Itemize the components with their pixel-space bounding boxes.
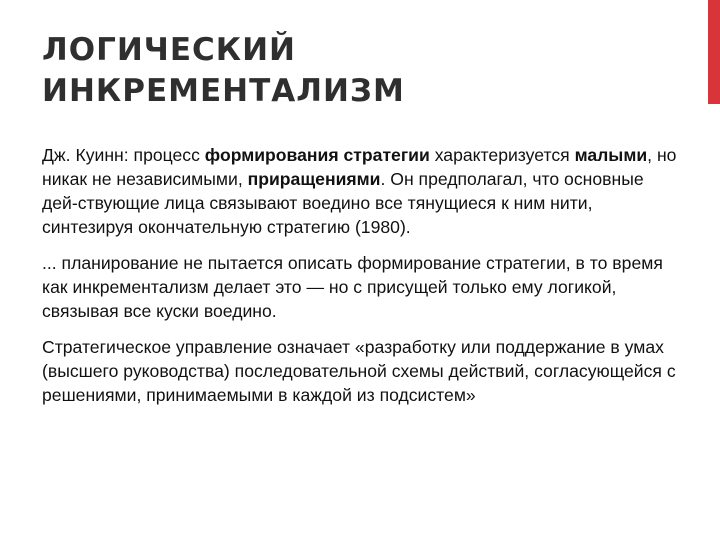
paragraph-1-text-a: Дж. Куинн: процесс bbox=[42, 145, 205, 165]
title-line-2: ИНКРЕМЕНТАЛИЗМ bbox=[42, 73, 405, 109]
paragraph-planning: ... планирование не пытается описать формирование стратегии, в то время как инкрементализм делает это — но с присущей только ему логикой, связывая все куски воедино. bbox=[42, 253, 663, 321]
accent-bar bbox=[708, 0, 720, 104]
slide-title bbox=[42, 30, 682, 112]
paragraph-1-text-b: характеризуется bbox=[429, 145, 575, 165]
emphasis-increments: приращениями bbox=[247, 169, 381, 189]
paragraph-strategic-management: Стратегическое управление означает «разработку или поддержание в умах (высшего руководства) последовательной схемы действий, согласующейся с решениями, принимаемыми в каждой из подсистем» bbox=[42, 337, 676, 405]
slide-body bbox=[42, 143, 682, 419]
paragraph-1-text-d: . Он предполагал, что основные дей-ствующие лица связывают воедино все тянущиеся к ним нити, синтезируя окончательную стратегию (1980). bbox=[42, 169, 644, 237]
paragraph-1-text-c: , но никак не независимыми, bbox=[42, 145, 677, 189]
paragraph-quinn bbox=[42, 143, 682, 239]
emphasis-small: малыми bbox=[574, 145, 648, 165]
emphasis-strategy-formation: формирования стратегии bbox=[204, 145, 430, 165]
title-line-1: ЛОГИЧЕСКИЙ bbox=[42, 32, 297, 68]
